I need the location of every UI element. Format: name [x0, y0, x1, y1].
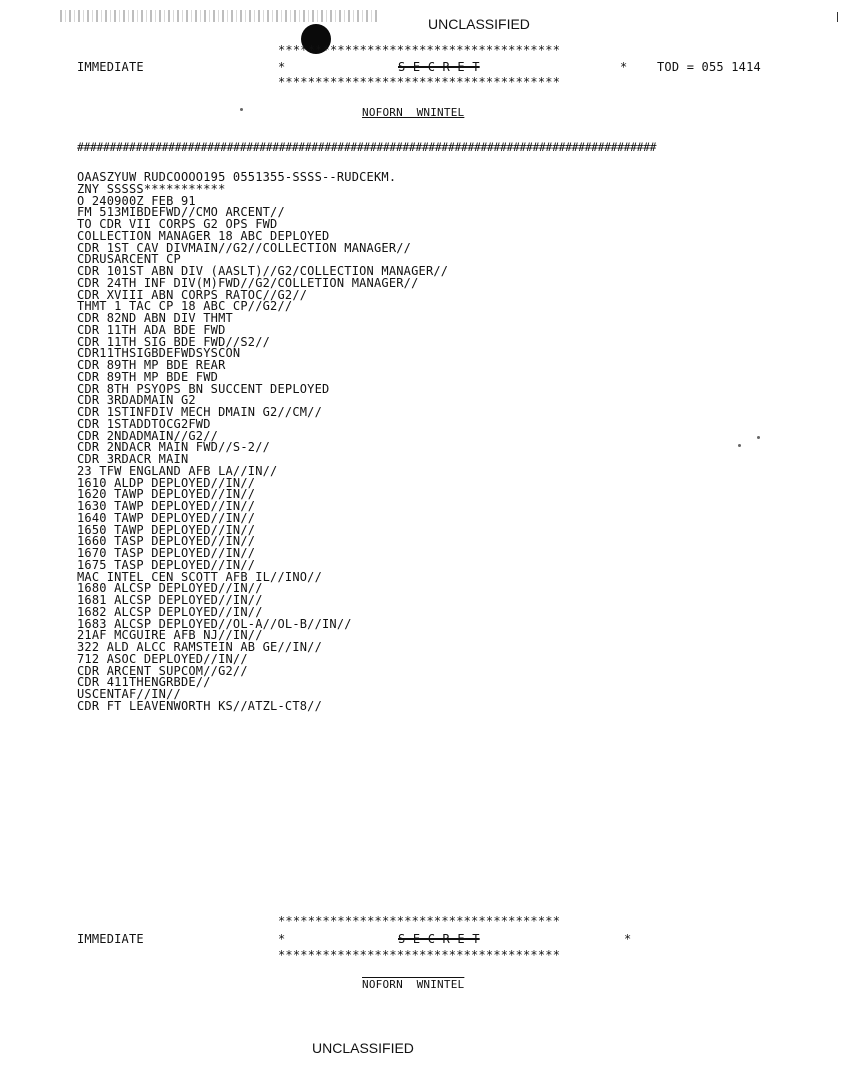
caveat-header: NOFORN WNINTEL — [362, 106, 465, 119]
message-line: OAASZYUW RUDCOOOO195 0551355-SSSS--RUDCEKM. — [77, 170, 397, 184]
secret-label-footer: S E C R E T — [398, 932, 480, 946]
message-line: 1675 TASP DEPLOYED//IN// — [77, 557, 256, 572]
message-line: CDRUSARCENT CP — [77, 252, 181, 267]
secret-star-right: * — [620, 60, 628, 74]
speck — [738, 444, 741, 447]
header-stars-top: ************************************** — [278, 43, 561, 57]
message-line: CDR FT LEAVENWORTH KS//ATZL-CT8// — [77, 698, 323, 713]
hash-separator: ######################################################################################### — [77, 140, 657, 154]
message-body — [77, 172, 448, 713]
message-line: 712 ASOC DEPLOYED//IN// — [77, 651, 248, 666]
message-line: CDR 1ST CAV DIVMAIN//G2//COLLECTION MANAGER// — [77, 240, 412, 255]
message-line: 1620 TAWP DEPLOYED//IN// — [77, 487, 256, 502]
message-line: CDR ARCENT SUPCOM//G2// — [77, 663, 248, 678]
message-line: 1681 ALCSP DEPLOYED//IN// — [77, 593, 263, 607]
message-line: USCENTAF//IN// — [77, 687, 181, 701]
message-line: CDR 1STADDTOCG2FWD — [77, 416, 211, 431]
message-line: 322 ALD ALCC RAMSTEIN AB GE//IN// — [77, 640, 323, 654]
speck — [240, 108, 243, 111]
secret-star-left: * — [278, 60, 286, 74]
message-line: 1660 TASP DEPLOYED//IN// — [77, 534, 256, 549]
message-line: CDR XVIII ABN CORPS RATOC//G2// — [77, 287, 308, 302]
message-line: TO CDR VII CORPS G2 OPS FWD — [77, 217, 278, 231]
message-line: CDR 24TH INF DIV(M)FWD//G2/COLLETION MANAGER// — [77, 275, 419, 290]
footer-stars-top: ************************************** — [278, 914, 561, 928]
message-line: CDR 2NDADMAIN//G2// — [77, 428, 219, 443]
edge-mark — [837, 12, 838, 22]
caveat-footer: NOFORN WNINTEL — [362, 978, 465, 991]
scan-noise — [60, 10, 380, 22]
message-line: CDR 8TH PSYOPS BN SUCCENT DEPLOYED — [77, 381, 330, 396]
message-line: 1640 TAWP DEPLOYED//IN// — [77, 510, 256, 525]
message-line: CDR 1STINFDIV MECH DMAIN G2//CM// — [77, 405, 323, 419]
message-line: 1680 ALCSP DEPLOYED//IN// — [77, 581, 263, 596]
message-line: 1683 ALCSP DEPLOYED//OL-A//OL-B//IN// — [77, 616, 352, 631]
message-line: 1650 TAWP DEPLOYED//IN// — [77, 522, 256, 537]
message-line: 1682 ALCSP DEPLOYED//IN// — [77, 604, 263, 619]
footer-stars-bottom: ************************************** — [278, 948, 561, 962]
secret-label-header: S E C R E T — [398, 60, 480, 74]
message-line: 1610 ALDP DEPLOYED//IN// — [77, 475, 256, 490]
precedence-header: IMMEDIATE — [77, 60, 144, 74]
message-line: CDR 89TH MP BDE REAR — [77, 358, 226, 372]
message-line: CDR 411THENGRBDE// — [77, 675, 211, 690]
message-line: CDR 82ND ABN DIV THMT — [77, 311, 233, 325]
classification-bottom: UNCLASSIFIED — [312, 1040, 414, 1056]
precedence-footer: IMMEDIATE — [77, 932, 144, 946]
message-line: 21AF MCGUIRE AFB NJ//IN// — [77, 628, 263, 643]
message-line: CDR11THSIGBDEFWDSYSCON — [77, 346, 241, 361]
message-line: CDR 3RDACR MAIN — [77, 452, 189, 466]
message-line: CDR 101ST ABN DIV (AASLT)//G2/COLLECTION MANAGER// — [77, 264, 449, 278]
header-stars-bottom: ************************************** — [278, 75, 561, 89]
message-line: COLLECTION MANAGER 18 ABC DEPLOYED — [77, 228, 330, 243]
message-line: CDR 11TH SIG BDE FWD//S2// — [77, 334, 271, 349]
message-line: FM 513MIBDEFWD//CMO ARCENT// — [77, 205, 285, 220]
message-line: 1630 TAWP DEPLOYED//IN// — [77, 499, 256, 513]
secret-star-right-footer: * — [624, 932, 632, 946]
message-line: 23 TFW ENGLAND AFB LA//IN// — [77, 463, 278, 478]
message-line: CDR 2NDACR MAIN FWD//S-2// — [77, 440, 271, 455]
classification-top: UNCLASSIFIED — [428, 16, 530, 32]
message-line: ZNY SSSSS*********** — [77, 181, 226, 196]
message-line: 1670 TASP DEPLOYED//IN// — [77, 546, 256, 560]
message-line: O 240900Z FEB 91 — [77, 193, 196, 208]
message-line: CDR 89TH MP BDE FWD — [77, 369, 219, 384]
message-line: CDR 3RDADMAIN G2 — [77, 393, 196, 408]
secret-star-left-footer: * — [278, 932, 286, 946]
message-line: THMT 1 TAC CP 18 ABC CP//G2// — [77, 299, 293, 314]
tod-stamp: TOD = 055 1414 — [657, 60, 761, 74]
message-line: MAC INTEL CEN SCOTT AFB IL//INO// — [77, 569, 323, 584]
speck — [757, 436, 760, 439]
message-line: CDR 11TH ADA BDE FWD — [77, 322, 226, 337]
